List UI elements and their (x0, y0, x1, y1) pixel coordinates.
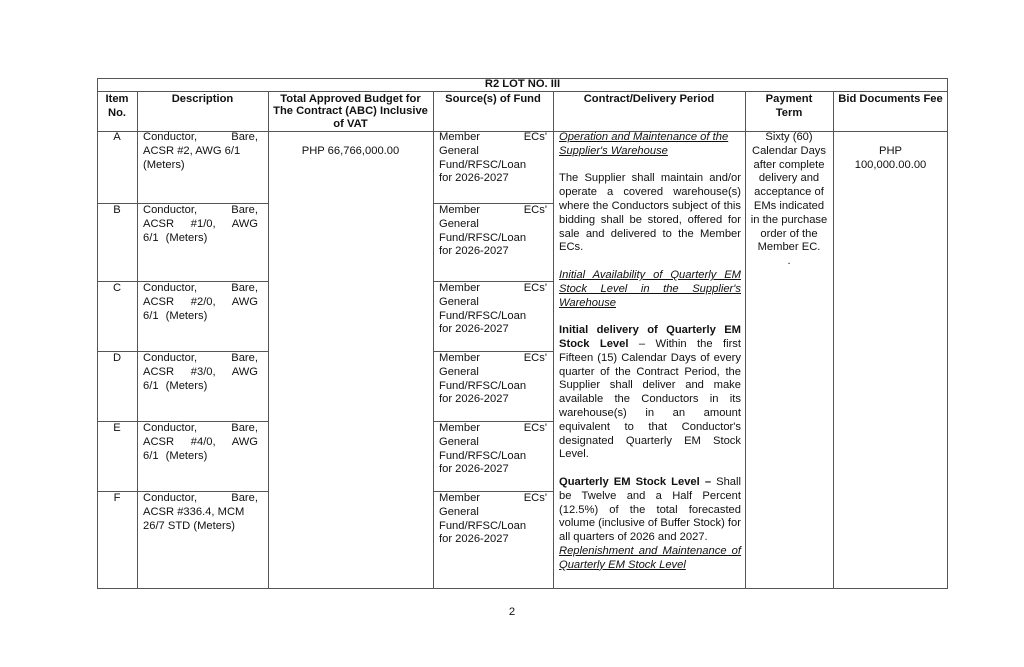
divider (268, 91, 269, 589)
header-description: Description (171, 93, 234, 105)
divider (137, 91, 138, 589)
item-description: Conductor, Bare, ACSR #336.4, MCM 26/7 STD (Meters) (143, 492, 258, 532)
item-no: D (112, 352, 122, 364)
item-no: E (113, 422, 121, 434)
divider (433, 91, 434, 589)
source-of-fund: Member ECs' General Fund/RFSC/Loan for 2026-2027 (439, 282, 547, 336)
source-of-fund: Member ECs' General Fund/RFSC/Loan for 2026-2027 (439, 204, 547, 258)
source-of-fund: Member ECs' General Fund/RFSC/Loan for 2026-2027 (439, 352, 547, 406)
item-no: B (113, 204, 121, 216)
header-delivery-period: Contract/Delivery Period (583, 93, 715, 105)
delivery-paragraph: Quarterly EM Stock Level – Shall be Twelve and a Half Percent (12.5%) of the total forecasted volume (inclusive of Buffer Stock) for all quarters of 2026 and 2027. (559, 475, 741, 544)
bid-documents-fee: PHP 100,000.00.00 (854, 145, 927, 171)
item-no: C (112, 282, 122, 294)
delivery-paragraph: Initial delivery of Quarterly EM Stock Level – Within the first Fifteen (15) Calendar Days of every quarter of the Contract Period, the Supplier shall deliver and make available the Conductors in its warehouse(s) in an amount equivalent to that Conductor's designated Quarterly EM Stock Level. (559, 324, 741, 461)
header-payment-term: Payment Term (765, 93, 813, 119)
header-source-of-fund: Source(s) of Fund (445, 93, 541, 105)
item-description: Conductor, Bare, ACSR #2, AWG 6/1 (Meters) (143, 131, 258, 171)
item-description: Conductor, Bare, ACSR #3/0, AWG 6/1 (Meters) (143, 352, 258, 392)
delivery-paragraph: The Supplier shall maintain and/or operate a covered warehouse(s) where the Conductors subject of this bidding shall be stored, offered for sale and delivered to the Member ECs. (559, 172, 741, 254)
source-of-fund: Member ECs' General Fund/RFSC/Loan for 2026-2027 (439, 131, 547, 185)
divider (745, 91, 746, 589)
divider (553, 91, 554, 589)
delivery-heading-warehouse: Operation and Maintenance of the Supplier's Warehouse (559, 131, 729, 157)
source-of-fund: Member ECs' General Fund/RFSC/Loan for 2026-2027 (439, 492, 547, 546)
page-number: 2 (508, 606, 516, 618)
source-of-fund: Member ECs' General Fund/RFSC/Loan for 2026-2027 (439, 422, 547, 476)
payment-term: Sixty (60) Calendar Days after complete delivery and acceptance of EMs indicated in the purchase order of the Member EC. . (750, 131, 828, 268)
header-bid-fee: Bid Documents Fee (838, 93, 943, 105)
header-item-no: Item No. (105, 93, 129, 119)
item-no: A (113, 131, 121, 143)
delivery-heading-replenishment: Replenishment and Maintenance of Quarterly EM Stock Level (559, 544, 741, 571)
item-description: Conductor, Bare, ACSR #4/0, AWG 6/1 (Meters) (143, 422, 258, 462)
abc-value: PHP 66,766,000.00 (301, 145, 400, 157)
delivery-period (559, 131, 741, 573)
table-title: R2 LOT NO. III (484, 78, 561, 90)
delivery-heading-initial-availability: Initial Availability of Quarterly EM Stock Level in the Supplier's Warehouse (559, 268, 741, 309)
item-description: Conductor, Bare, ACSR #1/0, AWG 6/1 (Meters) (143, 204, 258, 244)
item-description: Conductor, Bare, ACSR #2/0, AWG 6/1 (Meters) (143, 282, 258, 322)
item-no: F (113, 492, 121, 504)
header-abc: Total Approved Budget for The Contract (ABC) Inclusive of VAT (273, 93, 428, 130)
